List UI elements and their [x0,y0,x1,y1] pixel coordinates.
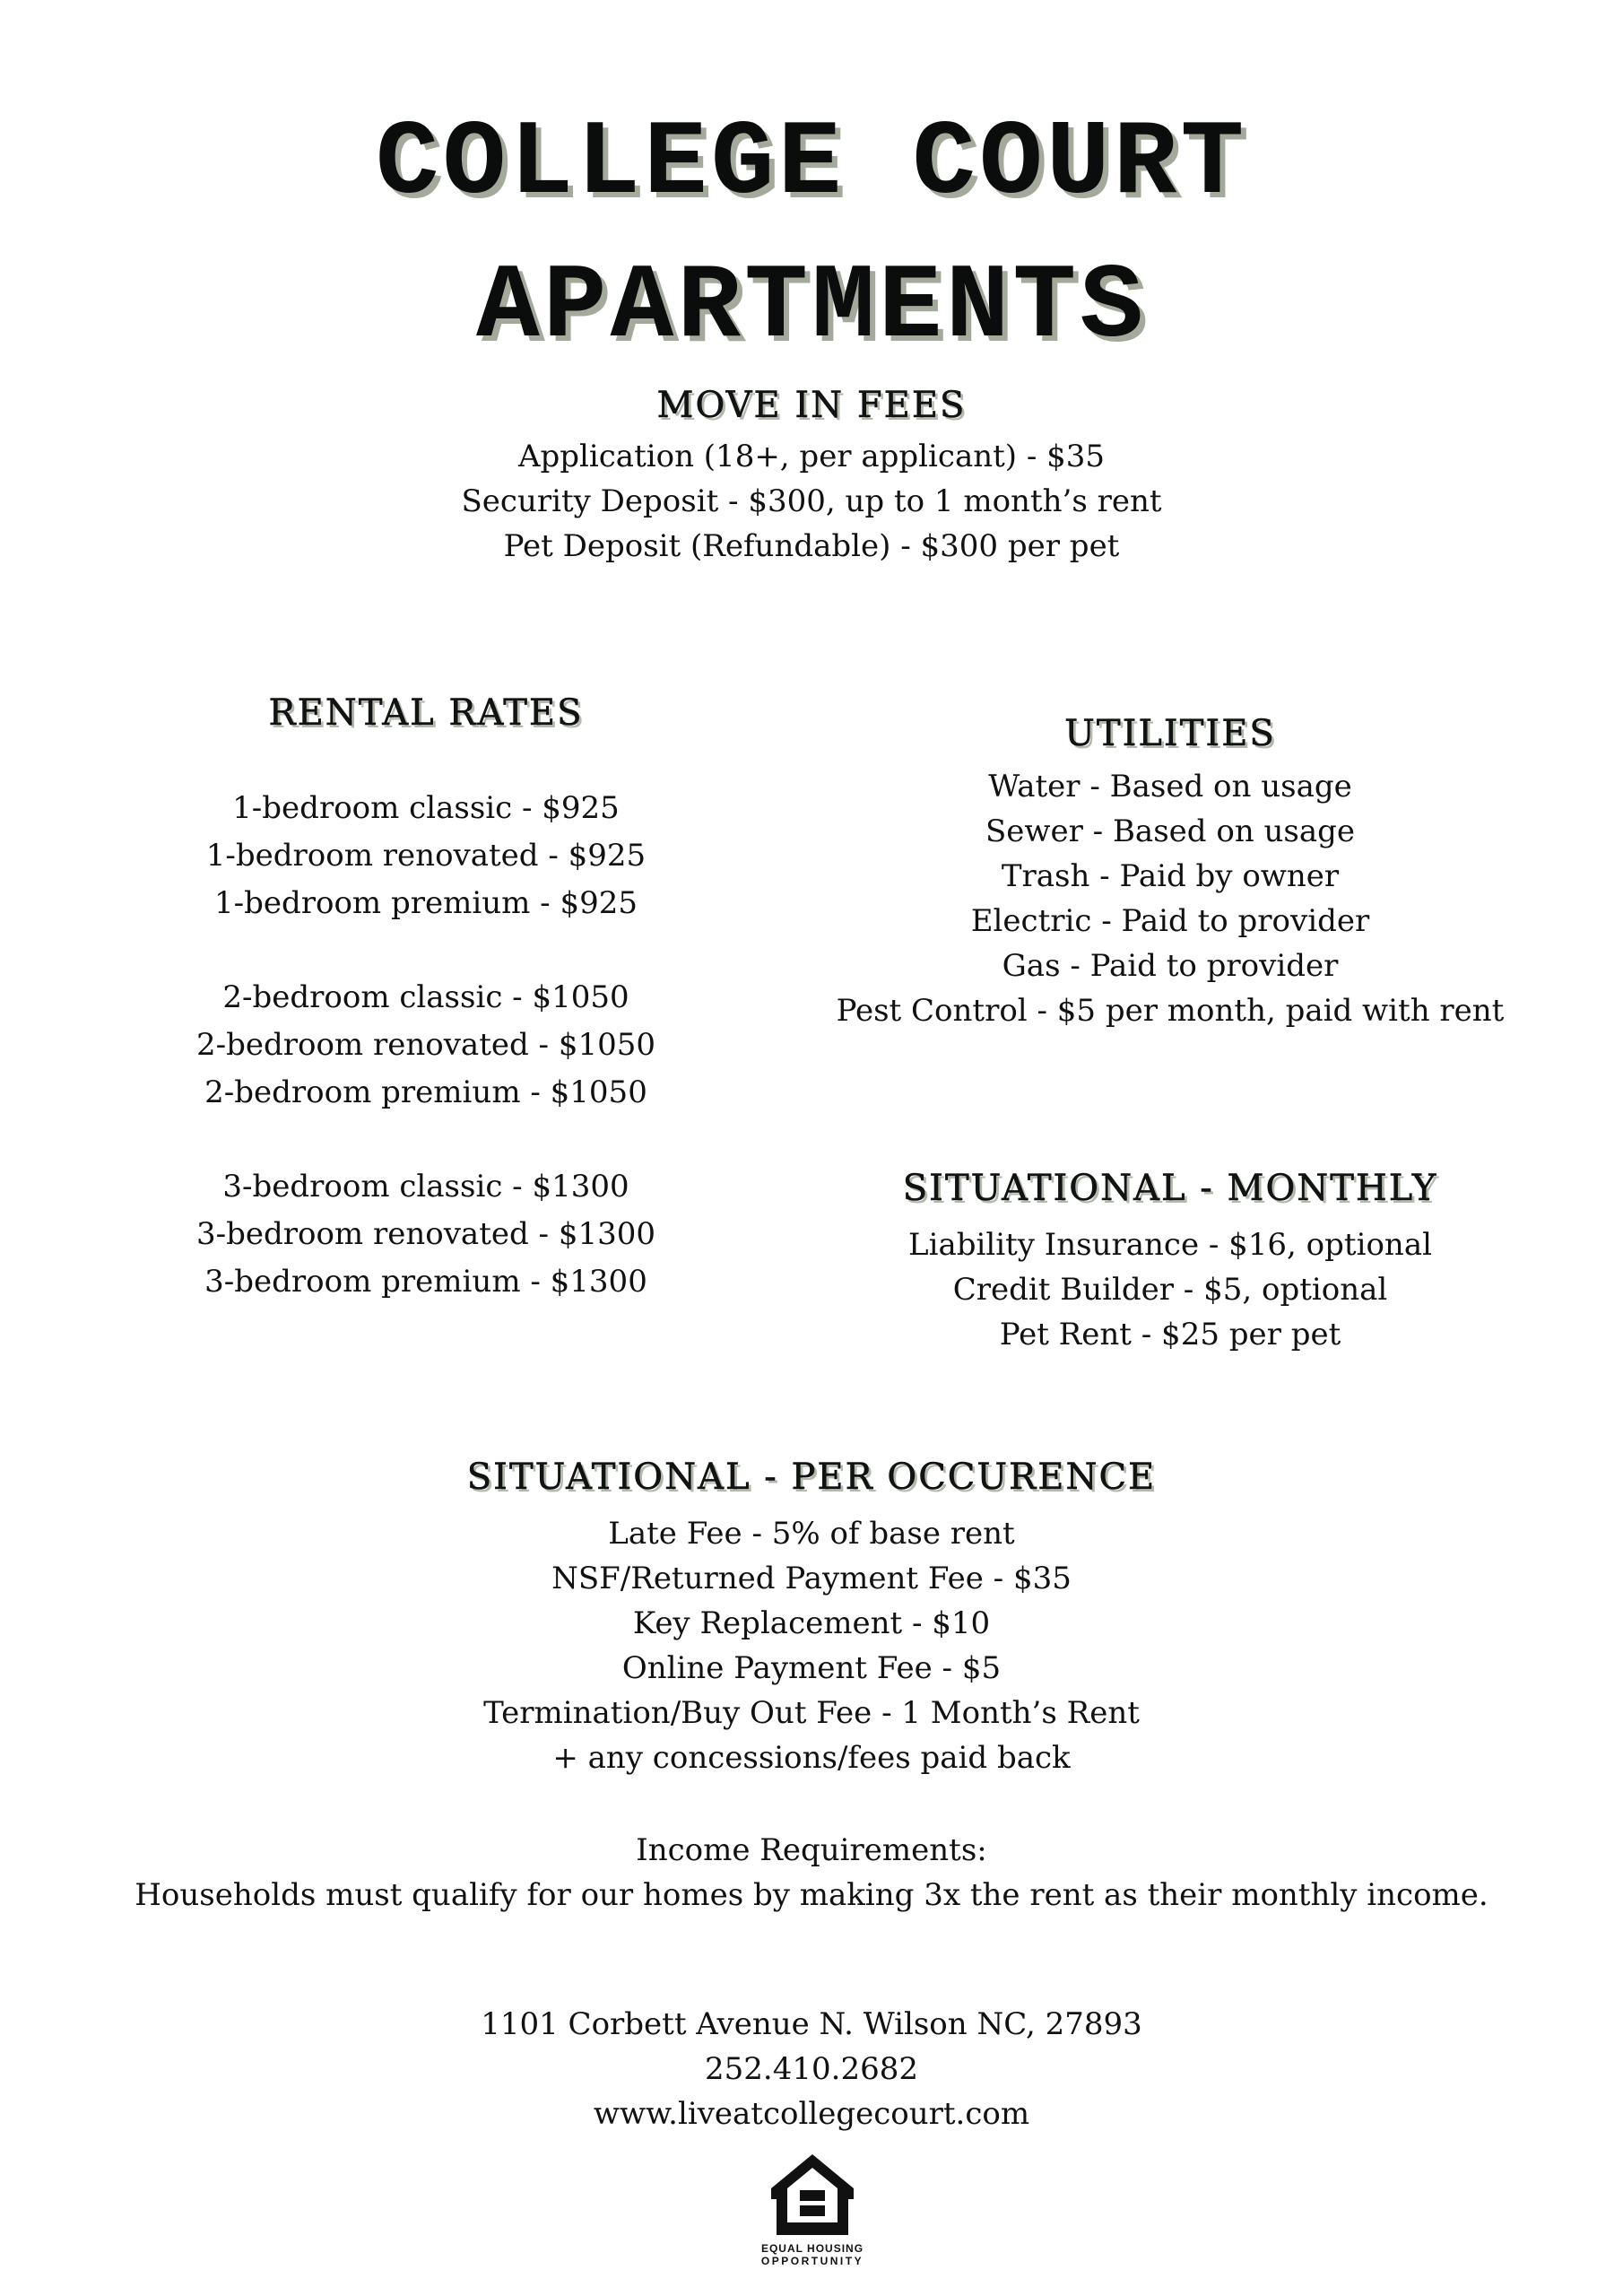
situational-monthly-section [807,1170,1533,1357]
rental-rates-section [117,692,735,1306]
list-item: Online Payment Fee - $5 [621,1650,1002,1686]
situational-per-occurrence-section [0,1459,1623,1780]
page-title-line-1: COLLEGE COURT [375,105,1248,224]
list-item: Late Fee - 5% of base rent [608,1516,1015,1552]
section-heading: RENTAL RATES [268,692,584,734]
list-item: 3-bedroom classic - $1300 [222,1169,629,1205]
list-item: Electric - Paid to provider [970,903,1370,939]
list-item: Key Replacement - $10 [632,1605,991,1641]
rate-group-3-bedroom [117,1163,735,1306]
list-item: Pest Control - $5 per month, paid with rent [836,993,1505,1029]
eho-text-line-1: EQUAL HOUSING [760,2242,864,2255]
list-item: Application (18+, per applicant) - $35 [517,439,1106,474]
website-link[interactable]: www.liveatcollegecourt.com [593,2096,1030,2132]
list-item: 2-bedroom renovated - $1050 [195,1027,656,1063]
phone-number[interactable]: 252.410.2682 [705,2051,918,2087]
income-requirements-label: Income Requirements: [636,1832,987,1868]
spacer [117,1117,735,1163]
section-heading: UTILITIES [1064,713,1276,754]
list-item: + any concessions/fees paid back [552,1740,1071,1776]
section-heading: MOVE IN FEES [656,385,967,426]
page-title-line-2: APARTMENTS [475,248,1148,368]
income-requirements-text: Households must qualify for our homes by making 3x the rent as their monthly income. [135,1877,1488,1913]
list-item: 3-bedroom renovated - $1300 [195,1216,656,1252]
list-item: 2-bedroom classic - $1050 [222,979,629,1015]
list-item: 1-bedroom renovated - $925 [205,838,647,874]
income-requirements-section [0,1828,1623,1918]
spacer [117,927,735,974]
rate-group-1-bedroom [117,785,735,927]
rate-group-2-bedroom [117,974,735,1117]
list-item: Security Deposit - $300, up to 1 month’s rent [461,483,1162,519]
move-in-fees-section [0,387,1623,569]
section-heading: SITUATIONAL - PER OCCURENCE [466,1457,1157,1498]
eho-text-line-2: OPPORTUNITY [760,2255,864,2267]
address: 1101 Corbett Avenue N. Wilson NC, 27893 [481,2006,1142,2042]
list-item: 1-bedroom premium - $925 [213,885,638,921]
list-item: 1-bedroom classic - $925 [232,790,620,826]
equal-housing-opportunity-icon [769,2152,855,2235]
list-item: Trash - Paid by owner [1001,858,1340,894]
utilities-section [807,713,1533,1033]
list-item: Water - Based on usage [988,769,1352,804]
section-heading: SITUATIONAL - MONTHLY [902,1168,1438,1209]
list-item: 2-bedroom premium - $1050 [204,1074,647,1110]
contact-section [0,2002,1623,2136]
equal-housing-opportunity-logo [750,2152,875,2283]
list-item: Termination/Buy Out Fee - 1 Month’s Rent [483,1695,1140,1731]
list-item: 3-bedroom premium - $1300 [204,1264,647,1300]
list-item: Gas - Paid to provider [1002,948,1339,984]
list-item: Pet Deposit (Refundable) - $300 per pet [503,528,1120,564]
list-item: Credit Builder - $5, optional [952,1272,1388,1308]
list-item: Pet Rent - $25 per pet [999,1317,1341,1352]
list-item: NSF/Returned Payment Fee - $35 [551,1561,1072,1596]
list-item: Sewer - Based on usage [985,813,1356,849]
list-item: Liability Insurance - $16, optional [908,1227,1432,1263]
